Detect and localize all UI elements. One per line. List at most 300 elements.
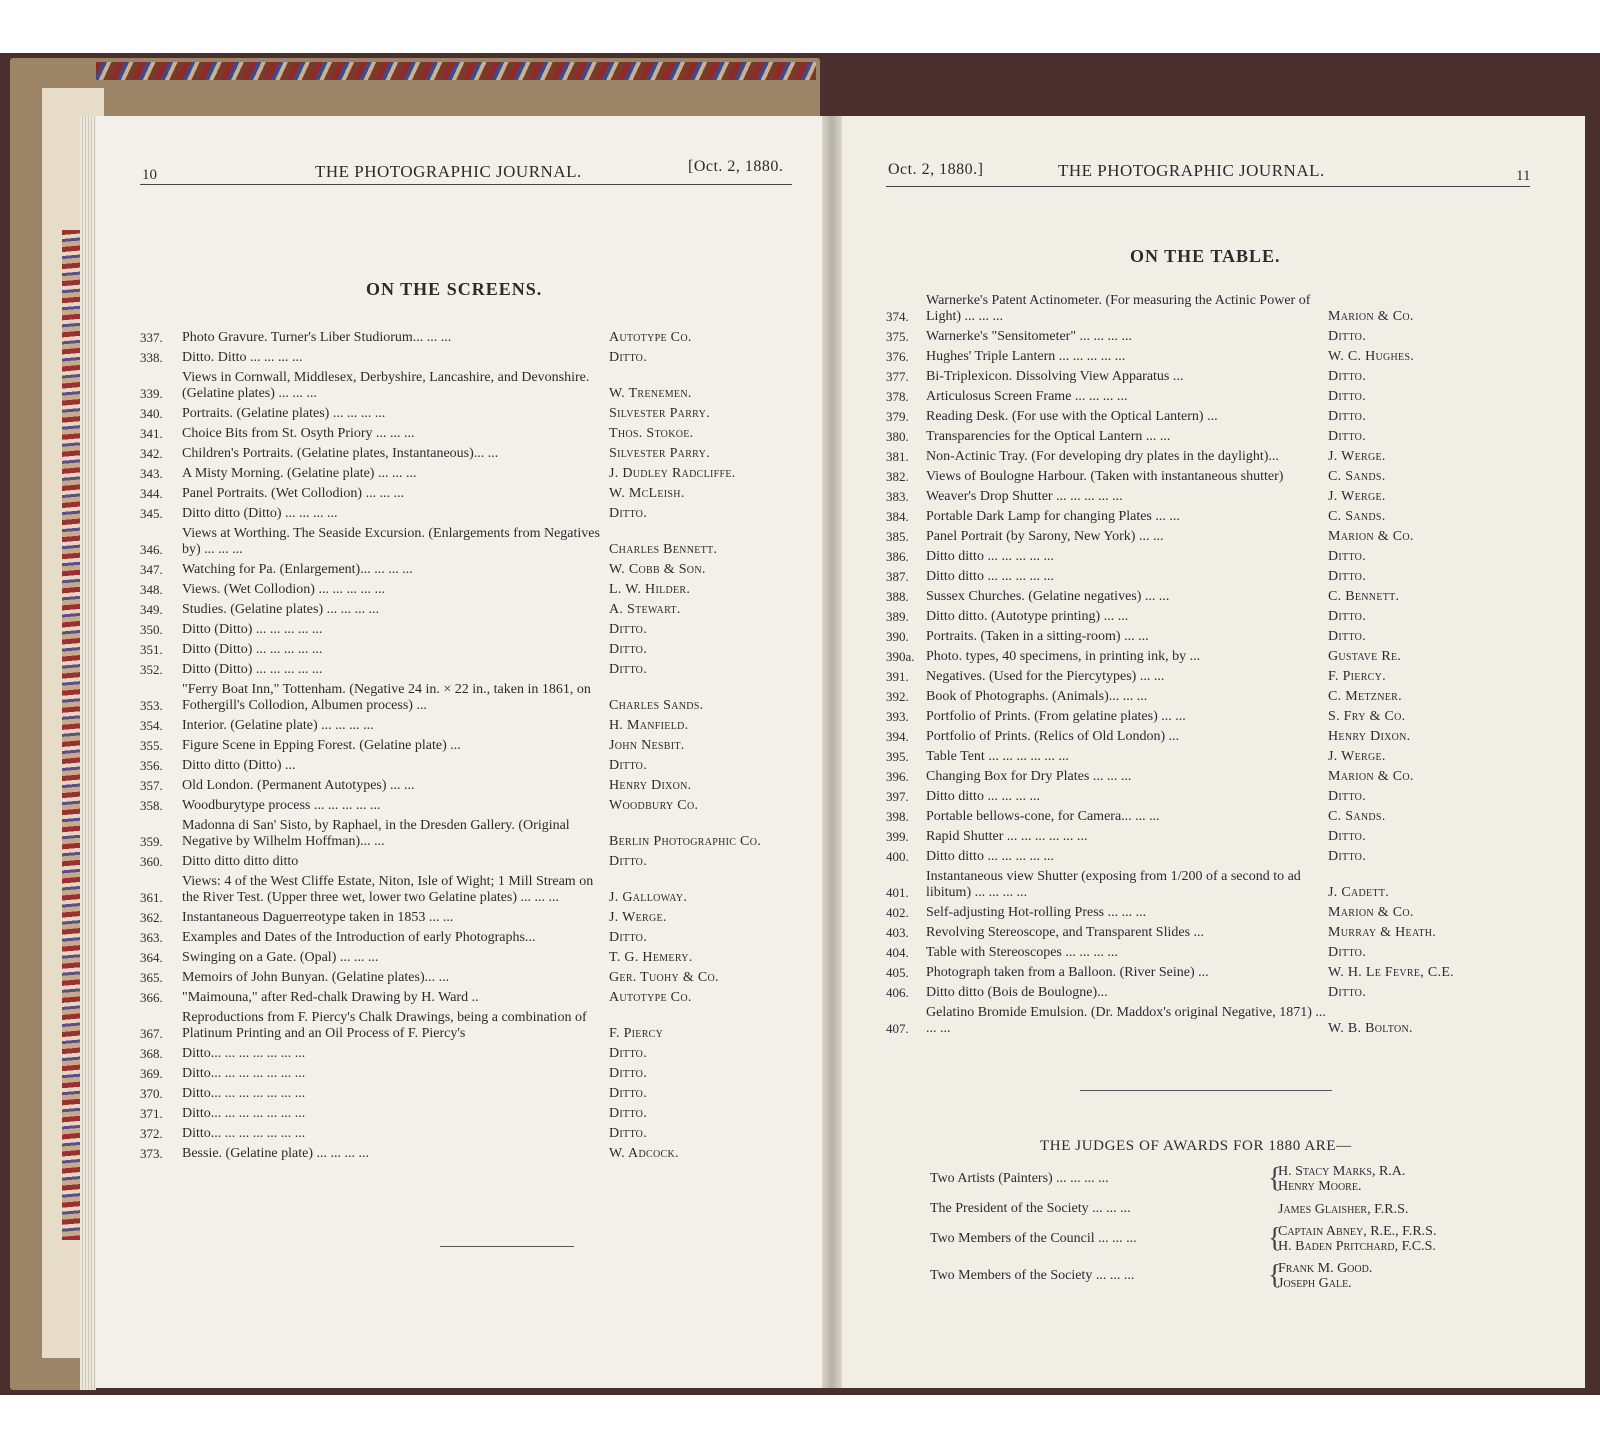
entry-exhibitor: Autotype Co.: [609, 990, 692, 1005]
left-header-rule: [140, 184, 792, 185]
entry-row: [140, 446, 802, 462]
judge-role: Two Artists (Painters) ... ... ... ...: [930, 1171, 1109, 1186]
entry-description: A Misty Morning. (Gelatine plate) ... ... ...: [182, 466, 417, 481]
entry-description: Hughes' Triple Lantern ... ... ... ... ...: [926, 349, 1126, 364]
entry-number: 376.: [886, 349, 909, 364]
entry-row: [886, 449, 1506, 465]
entry-exhibitor: J. Werge.: [1328, 749, 1386, 764]
brace-mark: {: [1268, 1260, 1282, 1291]
entry-description: Ditto ditto ditto ditto: [182, 854, 299, 869]
entry-row: [886, 945, 1506, 961]
entry-number: 355.: [140, 738, 163, 753]
entry-row: [886, 609, 1506, 625]
entry-exhibitor: Ger. Tuohy & Co.: [609, 970, 719, 985]
entry-row: [886, 293, 1506, 325]
entry-row: [140, 1146, 802, 1162]
right-closing-rule: [1080, 1090, 1332, 1091]
judge-row: [930, 1224, 1530, 1254]
entry-exhibitor: Ditto.: [609, 1066, 647, 1081]
entry-row: [140, 350, 802, 366]
table-entry-list: [886, 293, 1506, 1041]
entry-exhibitor: J. Werge.: [609, 910, 667, 925]
entry-description: Children's Portraits. (Gelatine plates, Instantaneous)... ...: [182, 446, 499, 461]
entry-exhibitor: W. McLeish.: [609, 486, 685, 501]
entry-description: Ditto (Ditto) ... ... ... ... ...: [182, 622, 323, 637]
entry-row: [140, 1106, 802, 1122]
entry-number: 391.: [886, 669, 909, 684]
entry-description: Book of Photographs. (Animals)... ... ...: [926, 689, 1148, 704]
entry-description: Choice Bits from St. Osyth Priory ... ... ...: [182, 426, 415, 441]
entry-description: Ditto... ... ... ... ... ... ...: [182, 1126, 306, 1141]
entry-exhibitor: C. Sands.: [1328, 469, 1386, 484]
entry-number: 406.: [886, 985, 909, 1000]
entry-exhibitor: Ditto.: [609, 1106, 647, 1121]
entry-exhibitor: Ditto.: [1328, 569, 1366, 584]
entry-description: Ditto ditto ... ... ... ... ...: [926, 549, 1054, 564]
entry-description: Portable Dark Lamp for changing Plates ... ...: [926, 509, 1180, 524]
entry-exhibitor: A. Stewart.: [609, 602, 681, 617]
judge-role: The President of the Society ... ... ...: [930, 1201, 1131, 1216]
judge-row: [930, 1201, 1530, 1217]
entry-exhibitor: Ditto.: [609, 642, 647, 657]
entry-description: Ditto ditto (Ditto) ...: [182, 758, 296, 773]
entry-exhibitor: C. Sands.: [1328, 509, 1386, 524]
entry-number: 393.: [886, 709, 909, 724]
entry-exhibitor: C. Bennett.: [1328, 589, 1400, 604]
entry-description: Articulosus Screen Frame ... ... ... ...: [926, 389, 1128, 404]
judge-name: Joseph Gale.: [1278, 1276, 1352, 1291]
entry-row: [886, 985, 1506, 1001]
entry-row: [140, 798, 802, 814]
entry-exhibitor: Murray & Heath.: [1328, 925, 1437, 940]
entry-exhibitor: Woodbury Co.: [609, 798, 699, 813]
entry-number: 402.: [886, 905, 909, 920]
entry-description: Portfolio of Prints. (Relics of Old London) ...: [926, 729, 1180, 744]
entry-number: 359.: [140, 834, 163, 849]
entry-exhibitor: Ditto.: [1328, 629, 1366, 644]
screens-entry-list: [140, 330, 802, 1166]
entry-number: 346.: [140, 542, 163, 557]
entry-row: [140, 778, 802, 794]
entry-number: 369.: [140, 1066, 163, 1081]
entry-number: 396.: [886, 769, 909, 784]
entry-number: 344.: [140, 486, 163, 501]
entry-description: Instantaneous Daguerreotype taken in 1853 ... ...: [182, 910, 454, 925]
entry-exhibitor: Ditto.: [609, 1046, 647, 1061]
entry-exhibitor: W. C. Hughes.: [1328, 349, 1415, 364]
entry-exhibitor: Ditto.: [609, 622, 647, 637]
judge-row: [930, 1164, 1530, 1194]
entry-description: Sussex Churches. (Gelatine negatives) ... ...: [926, 589, 1170, 604]
entry-row: [140, 818, 802, 850]
entry-exhibitor: Marion & Co.: [1328, 529, 1414, 544]
entry-row: [886, 649, 1506, 665]
entry-description: Views. (Wet Collodion) ... ... ... ... ...: [182, 582, 385, 597]
entry-exhibitor: W. Cobb & Son.: [609, 562, 706, 577]
right-running-date: Oct. 2, 1880.]: [888, 161, 984, 178]
entry-row: [886, 469, 1506, 485]
entry-exhibitor: Ditto.: [609, 854, 647, 869]
left-running-head: THE PHOTOGRAPHIC JOURNAL.: [315, 162, 582, 181]
entry-exhibitor: Silvester Parry.: [609, 446, 710, 461]
entry-number: 365.: [140, 970, 163, 985]
entry-number: 347.: [140, 562, 163, 577]
entry-number: 407.: [886, 1021, 909, 1036]
entry-row: [886, 689, 1506, 705]
entry-description: Ditto (Ditto) ... ... ... ... ...: [182, 642, 323, 657]
entry-description: Ditto ditto ... ... ... ... ...: [926, 849, 1054, 864]
right-folio: 11: [1516, 168, 1531, 184]
entry-row: [140, 682, 802, 714]
entry-row: [886, 369, 1506, 385]
entry-number: 338.: [140, 350, 163, 365]
entry-exhibitor: W. H. Le Fevre, C.E.: [1328, 965, 1454, 980]
entry-row: [140, 622, 802, 638]
entry-exhibitor: Thos. Stokoe.: [609, 426, 694, 441]
entry-exhibitor: C. Sands.: [1328, 809, 1386, 824]
entry-exhibitor: Ditto.: [1328, 549, 1366, 564]
entry-description: Examples and Dates of the Introduction of early Photographs...: [182, 930, 536, 945]
entry-row: [886, 409, 1506, 425]
entry-row: [886, 749, 1506, 765]
entry-description: Panel Portrait (by Sarony, New York) ... ...: [926, 529, 1164, 544]
entry-number: 361.: [140, 890, 163, 905]
entry-row: [140, 602, 802, 618]
entry-description: Ditto (Ditto) ... ... ... ... ...: [182, 662, 323, 677]
entry-exhibitor: Ditto.: [609, 506, 647, 521]
entry-number: 379.: [886, 409, 909, 424]
entry-row: [886, 529, 1506, 545]
entry-exhibitor: Charles Sands.: [609, 698, 704, 713]
entry-exhibitor: Ditto.: [1328, 849, 1366, 864]
entry-number: 384.: [886, 509, 909, 524]
entry-exhibitor: W. Adcock.: [609, 1146, 679, 1161]
entry-description: Studies. (Gelatine plates) ... ... ... ...: [182, 602, 380, 617]
entry-exhibitor: S. Fry & Co.: [1328, 709, 1406, 724]
judge-names: [1278, 1224, 1436, 1254]
judge-name: Henry Moore.: [1278, 1179, 1362, 1194]
entry-row: [140, 970, 802, 986]
entry-exhibitor: F. Piercy: [609, 1026, 664, 1041]
entry-exhibitor: T. G. Hemery.: [609, 950, 693, 965]
entry-exhibitor: Ditto.: [1328, 409, 1366, 424]
entry-description: Ditto ditto ... ... ... ... ...: [926, 569, 1054, 584]
entry-exhibitor: Ditto.: [1328, 829, 1366, 844]
entry-number: 399.: [886, 829, 909, 844]
entry-exhibitor: Charles Bennett.: [609, 542, 718, 557]
entry-exhibitor: J. Galloway.: [609, 890, 688, 905]
entry-row: [886, 709, 1506, 725]
entry-number: 383.: [886, 489, 909, 504]
entry-description: Self-adjusting Hot-rolling Press ... ... ...: [926, 905, 1147, 920]
entry-row: [886, 429, 1506, 445]
entry-number: 397.: [886, 789, 909, 804]
entry-number: 349.: [140, 602, 163, 617]
entry-exhibitor: F. Piercy.: [1328, 669, 1386, 684]
entry-row: [140, 930, 802, 946]
entry-row: [140, 950, 802, 966]
entry-description: Reproductions from F. Piercy's Chalk Drawings, being a combination of Platinum Printing and an Oil Process of F. Piercy's: [182, 1010, 587, 1041]
entry-number: 381.: [886, 449, 909, 464]
entry-exhibitor: C. Metzner.: [1328, 689, 1402, 704]
entry-description: Transparencies for the Optical Lantern ... ...: [926, 429, 1171, 444]
entry-description: Table with Stereoscopes ... ... ... ...: [926, 945, 1118, 960]
entry-number: 388.: [886, 589, 909, 604]
entry-number: 390a.: [886, 649, 915, 664]
entry-number: 373.: [140, 1146, 163, 1161]
entry-row: [140, 910, 802, 926]
entry-number: 374.: [886, 309, 909, 324]
judge-names: [1278, 1164, 1405, 1194]
entry-exhibitor: Ditto.: [1328, 369, 1366, 384]
entry-row: [140, 526, 802, 558]
entry-exhibitor: Ditto.: [1328, 985, 1366, 1000]
entry-number: 375.: [886, 329, 909, 344]
entry-description: Photograph taken from a Balloon. (River Seine) ...: [926, 965, 1209, 980]
entry-description: Madonna di San' Sisto, by Raphael, in the Dresden Gallery. (Original Negative by Wilhelm Hoffman)... ...: [182, 818, 570, 849]
entry-row: [886, 849, 1506, 865]
entry-description: Rapid Shutter ... ... ... ... ... ...: [926, 829, 1088, 844]
entry-number: 366.: [140, 990, 163, 1005]
entry-row: [140, 990, 802, 1006]
entry-number: 387.: [886, 569, 909, 584]
entry-row: [886, 869, 1506, 901]
entry-number: 368.: [140, 1046, 163, 1061]
entry-description: Bi-Triplexicon. Dissolving View Apparatus ...: [926, 369, 1184, 384]
entry-row: [140, 662, 802, 678]
entry-row: [886, 509, 1506, 525]
entry-number: 390.: [886, 629, 909, 644]
entry-row: [886, 389, 1506, 405]
entry-row: [886, 925, 1506, 941]
entry-row: [886, 829, 1506, 845]
entry-number: 354.: [140, 718, 163, 733]
entry-number: 350.: [140, 622, 163, 637]
entry-description: Watching for Pa. (Enlargement)... ... ... ...: [182, 562, 413, 577]
entry-description: Ditto ditto. (Autotype printing) ... ...: [926, 609, 1129, 624]
judge-role: Two Members of the Council ... ... ...: [930, 1231, 1137, 1246]
entry-exhibitor: Autotype Co.: [609, 330, 692, 345]
entry-description: Interior. (Gelatine plate) ... ... ... ...: [182, 718, 374, 733]
left-running-date: [Oct. 2, 1880.: [688, 158, 784, 175]
entry-exhibitor: J. Werge.: [1328, 449, 1386, 464]
entry-number: 371.: [140, 1106, 163, 1121]
entry-row: [140, 562, 802, 578]
entry-exhibitor: Ditto.: [1328, 329, 1366, 344]
entry-row: [140, 426, 802, 442]
judges-title: THE JUDGES OF AWARDS FOR 1880 ARE—: [1040, 1138, 1352, 1154]
entry-number: 343.: [140, 466, 163, 481]
entry-description: "Maimouna," after Red-chalk Drawing by H. Ward ..: [182, 990, 479, 1005]
entry-description: Bessie. (Gelatine plate) ... ... ... ...: [182, 1146, 370, 1161]
entry-description: Ditto ditto ... ... ... ...: [926, 789, 1040, 804]
entry-description: Ditto ditto (Bois de Boulogne)...: [926, 985, 1108, 1000]
entry-number: 405.: [886, 965, 909, 980]
entry-description: Ditto. Ditto ... ... ... ...: [182, 350, 303, 365]
screens-section-title: ON THE SCREENS.: [366, 279, 543, 299]
entry-description: Warnerke's Patent Actinometer. (For measuring the Actinic Power of Light) ... ... ...: [926, 293, 1311, 324]
entry-exhibitor: Henry Dixon.: [609, 778, 692, 793]
right-running-head: THE PHOTOGRAPHIC JOURNAL.: [1058, 161, 1325, 180]
book-gutter: [822, 116, 842, 1390]
entry-row: [140, 854, 802, 870]
entry-number: 404.: [886, 945, 909, 960]
entry-description: "Ferry Boat Inn," Tottenham. (Negative 24 in. × 22 in., taken in 1861, on Fothergill's Collodion, Albumen process) ...: [182, 682, 591, 713]
entry-description: Portfolio of Prints. (From gelatine plates) ... ...: [926, 709, 1186, 724]
entry-row: [886, 729, 1506, 745]
entry-description: Ditto ditto (Ditto) ... ... ... ...: [182, 506, 338, 521]
judge-role: Two Members of the Society ... ... ...: [930, 1268, 1135, 1283]
entry-row: [886, 669, 1506, 685]
entry-number: 360.: [140, 854, 163, 869]
entry-exhibitor: J. Werge.: [1328, 489, 1386, 504]
entry-row: [886, 965, 1506, 981]
entry-exhibitor: Ditto.: [609, 1126, 647, 1141]
entry-row: [886, 809, 1506, 825]
entry-row: [140, 370, 802, 402]
entry-description: Views of Boulogne Harbour. (Taken with instantaneous shutter): [926, 469, 1284, 484]
entry-row: [140, 582, 802, 598]
entry-description: Portable bellows-cone, for Camera... ... ...: [926, 809, 1160, 824]
entry-description: Changing Box for Dry Plates ... ... ...: [926, 769, 1132, 784]
entry-exhibitor: Marion & Co.: [1328, 905, 1414, 920]
entry-number: 382.: [886, 469, 909, 484]
brace-mark: {: [1268, 1223, 1282, 1254]
entry-row: [140, 330, 802, 346]
entry-number: 367.: [140, 1026, 163, 1041]
entry-exhibitor: Henry Dixon.: [1328, 729, 1411, 744]
entry-row: [140, 1046, 802, 1062]
entry-description: Ditto... ... ... ... ... ... ...: [182, 1086, 306, 1101]
entry-number: 362.: [140, 910, 163, 925]
entry-description: Negatives. (Used for the Piercytypes) ... ...: [926, 669, 1165, 684]
judge-name: Frank M. Good.: [1278, 1261, 1373, 1276]
entry-number: 395.: [886, 749, 909, 764]
entry-number: 400.: [886, 849, 909, 864]
entry-exhibitor: Ditto.: [1328, 945, 1366, 960]
entry-row: [140, 1066, 802, 1082]
entry-description: Ditto... ... ... ... ... ... ...: [182, 1066, 306, 1081]
entry-description: Views in Cornwall, Middlesex, Derbyshire, Lancashire, and Devonshire. (Gelatine plates) ... ... ...: [182, 370, 590, 401]
entry-number: 348.: [140, 582, 163, 597]
entry-number: 370.: [140, 1086, 163, 1101]
entry-number: 341.: [140, 426, 163, 441]
judges-list: [930, 1164, 1530, 1298]
entry-description: Instantaneous view Shutter (exposing from 1/200 of a second to ad libitum) ... ... ... ...: [926, 869, 1301, 900]
entry-number: 403.: [886, 925, 909, 940]
entry-number: 398.: [886, 809, 909, 824]
entry-row: [886, 569, 1506, 585]
entry-exhibitor: Ditto.: [1328, 789, 1366, 804]
entry-number: 392.: [886, 689, 909, 704]
entry-number: 372.: [140, 1126, 163, 1141]
entry-exhibitor: Ditto.: [1328, 609, 1366, 624]
entry-number: 345.: [140, 506, 163, 521]
entry-row: [886, 549, 1506, 565]
entry-row: [140, 486, 802, 502]
entry-number: 378.: [886, 389, 909, 404]
entry-description: Ditto... ... ... ... ... ... ...: [182, 1106, 306, 1121]
entry-exhibitor: J. Cadett.: [1328, 885, 1390, 900]
entry-exhibitor: W. B. Bolton.: [1328, 1021, 1413, 1036]
entry-exhibitor: Marion & Co.: [1328, 769, 1414, 784]
entry-row: [140, 874, 802, 906]
judge-name: Captain Abney, R.E., F.R.S.: [1278, 1224, 1437, 1239]
entry-number: 380.: [886, 429, 909, 444]
entry-number: 389.: [886, 609, 909, 624]
entry-exhibitor: H. Manfield.: [609, 718, 689, 733]
entry-description: Warnerke's "Sensitometer" ... ... ... ...: [926, 329, 1133, 344]
entry-exhibitor: Silvester Parry.: [609, 406, 710, 421]
entry-row: [886, 489, 1506, 505]
entry-number: 337.: [140, 330, 163, 345]
entry-description: Gelatino Bromide Emulsion. (Dr. Maddox's original Negative, 1871) ... ... ...: [926, 1005, 1326, 1036]
entry-number: 358.: [140, 798, 163, 813]
entry-number: 340.: [140, 406, 163, 421]
entry-description: Panel Portraits. (Wet Collodion) ... ... ...: [182, 486, 405, 501]
entry-row: [886, 769, 1506, 785]
table-section-title: ON THE TABLE.: [1130, 246, 1281, 266]
entry-exhibitor: Ditto.: [609, 1086, 647, 1101]
entry-row: [140, 466, 802, 482]
entry-exhibitor: Marion & Co.: [1328, 309, 1414, 324]
judge-names: [1278, 1261, 1372, 1291]
brace-mark: {: [1268, 1163, 1282, 1194]
judge-name: James Glaisher, F.R.S.: [1278, 1201, 1409, 1217]
entry-row: [140, 1086, 802, 1102]
entry-exhibitor: Ditto.: [609, 930, 647, 945]
entry-row: [140, 642, 802, 658]
entry-number: 364.: [140, 950, 163, 965]
entry-description: Weaver's Drop Shutter ... ... ... ... ...: [926, 489, 1123, 504]
judge-name: H. Stacy Marks, R.A.: [1278, 1164, 1406, 1179]
entry-exhibitor: L. W. Hilder.: [609, 582, 691, 597]
entry-number: 401.: [886, 885, 909, 900]
entry-number: 339.: [140, 386, 163, 401]
entry-number: 356.: [140, 758, 163, 773]
left-closing-rule: [440, 1246, 574, 1247]
entry-description: Reading Desk. (For use with the Optical Lantern) ...: [926, 409, 1218, 424]
entry-row: [140, 1126, 802, 1142]
entry-row: [140, 738, 802, 754]
marbled-edge: [96, 62, 816, 80]
entry-exhibitor: Ditto.: [609, 662, 647, 677]
entry-row: [886, 789, 1506, 805]
entry-description: Swinging on a Gate. (Opal) ... ... ...: [182, 950, 379, 965]
entry-number: 342.: [140, 446, 163, 461]
page-bottom-edge: [96, 1388, 1586, 1394]
entry-description: Portraits. (Gelatine plates) ... ... ... ...: [182, 406, 386, 421]
entry-description: Ditto... ... ... ... ... ... ...: [182, 1046, 306, 1061]
entry-description: Views: 4 of the West Cliffe Estate, Niton, Isle of Wight; 1 Mill Stream on the River Test. (Upper three wet, lower two Gelatine plates) ... ... ...: [182, 874, 594, 905]
entry-row: [886, 329, 1506, 345]
left-folio: 10: [142, 167, 157, 183]
entry-number: 385.: [886, 529, 909, 544]
entry-row: [140, 1010, 802, 1042]
entry-row: [140, 506, 802, 522]
entry-description: Old London. (Permanent Autotypes) ... ...: [182, 778, 415, 793]
entry-row: [140, 718, 802, 734]
entry-description: Views at Worthing. The Seaside Excursion. (Enlargements from Negatives by) ... ... ...: [182, 526, 600, 557]
entry-exhibitor: Ditto.: [609, 350, 647, 365]
entry-row: [140, 758, 802, 774]
entry-description: Memoirs of John Bunyan. (Gelatine plates)... ...: [182, 970, 450, 985]
entry-exhibitor: Ditto.: [1328, 429, 1366, 444]
judge-row: [930, 1261, 1530, 1291]
entry-row: [886, 905, 1506, 921]
entry-exhibitor: Ditto.: [1328, 389, 1366, 404]
entry-number: 357.: [140, 778, 163, 793]
